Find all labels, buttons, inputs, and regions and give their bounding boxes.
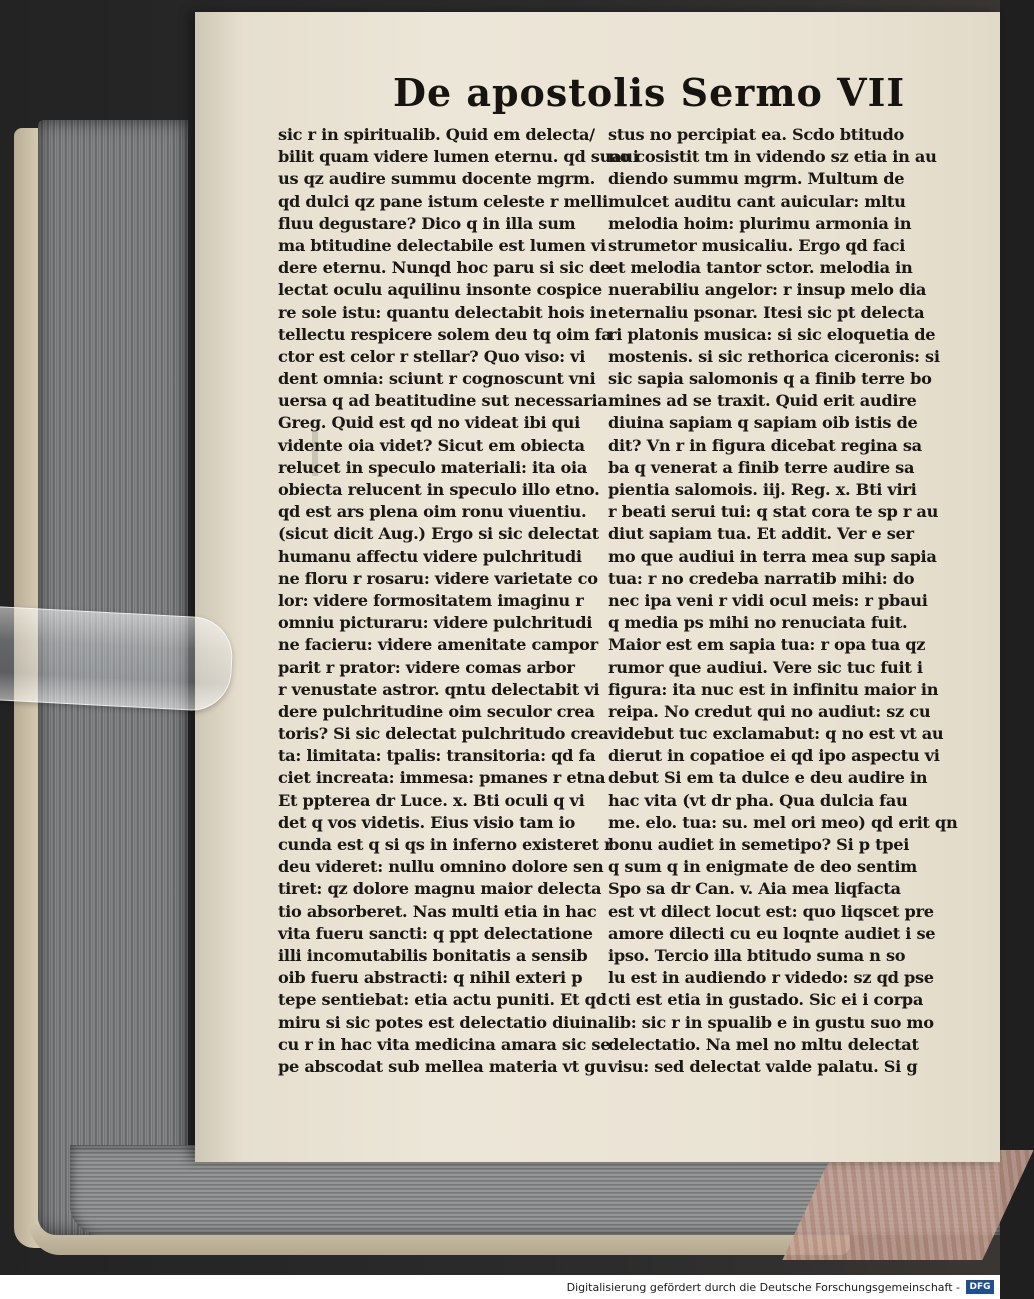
text-line: parit r prator: videre comas arbor: [278, 657, 575, 677]
text-line: Et ppterea dr Luce. x. Bti oculi q vi: [278, 790, 585, 810]
text-line: oib fueru abstracti: q nihil exteri p: [278, 968, 583, 988]
text-line: lu est in audiendo r videdo: sz qd pse: [608, 968, 934, 988]
text-line: delectatio. Na mel no mltu delectat: [608, 1034, 919, 1054]
text-line: relucet in speculo materiali: ita oia: [278, 457, 588, 477]
text-line: dierut in copatioe ei qd ipo aspectu vi: [608, 746, 940, 766]
footer-bar: [0, 1275, 1000, 1299]
text-line: cti est etia in gustado. Sic ei i corpa: [608, 990, 924, 1010]
text-line: illi incomutabilis bonitatis a sensib: [278, 945, 588, 965]
text-line: humanu affectu videre pulchritudi: [278, 546, 582, 566]
text-line: mostenis. si sic rethorica ciceronis: si: [608, 346, 940, 366]
text-column-right: [608, 124, 958, 1078]
text-line: r venustate astror. qntu delectabit vi: [278, 679, 600, 699]
text-line: nec ipa veni r vidi ocul meis: r pbaui: [608, 590, 928, 610]
text-line: tepe sentiebat: etia actu puniti. Et qd: [278, 990, 607, 1010]
text-line: videbut tuc exclamabut: q no est vt au: [608, 724, 944, 744]
text-line: pe abscodat sub mellea materia vt gu: [278, 1056, 607, 1076]
text-line: sic r in spiritualib. Quid em delecta/: [278, 125, 595, 144]
text-line: dit? Vn r in figura dicebat regina sa: [608, 435, 922, 455]
text-line: bilit quam videre lumen eternu. qd suaui: [278, 147, 639, 167]
text-line: pientia salomois. iij. Reg. x. Bti viri: [608, 480, 917, 499]
text-line: melodia hoim: plurimu armonia in: [608, 213, 912, 233]
text-line: vita fueru sancti: q ppt delectatione: [278, 923, 593, 943]
page-holder-tool: [0, 605, 234, 712]
dfg-logo: DFG: [966, 1280, 994, 1294]
text-line: nuerabiliu angelor: r insup melo dia: [608, 280, 927, 300]
text-line: qd dulci qz pane istum celeste r melli: [278, 191, 608, 211]
text-line: ne floru r rosaru: videre varietate co: [278, 568, 598, 588]
text-line: Maior est em sapia tua: r opa tua qz: [608, 635, 926, 655]
text-line: mo que audiui in terra mea sup sapia: [608, 546, 937, 566]
text-line: diuina sapiam q sapiam oib istis de: [608, 413, 918, 433]
text-line: tellectu respicere solem deu tq oim fa: [278, 324, 612, 344]
text-column-left: [278, 124, 639, 1078]
text-line: ne facieru: videre amenitate campor: [278, 635, 598, 655]
text-line: no cosistit tm in videndo sz etia in au: [608, 147, 937, 167]
text-line: qd est ars plena oim ronu viuentiu.: [278, 502, 587, 522]
text-line: me. elo. tua: su. mel ori meo) qd erit qn: [608, 812, 958, 832]
text-line: tio absorberet. Nas multi etia in hac: [278, 901, 597, 921]
text-line: fluu degustare? Dico q in illa sum: [278, 213, 576, 233]
text-line: vidente oia videt? Sicut em obiecta: [278, 435, 585, 455]
text-line: sic sapia salomonis q a finib terre bo: [608, 369, 932, 389]
text-line: debut Si em ta dulce e deu audire in: [608, 768, 928, 788]
text-line: Spo sa dr Can. v. Aia mea liqfacta: [608, 879, 901, 899]
text-line: obiecta relucent in speculo illo etno.: [278, 480, 600, 499]
text-line: dere pulchritudine oim seculor crea: [278, 701, 595, 721]
text-line: dent omnia: sciunt r cognoscunt vni: [278, 369, 596, 389]
text-line: mulcet auditu cant auicular: mltu: [608, 191, 906, 211]
text-line: strumetor musicaliu. Ergo qd faci: [608, 235, 906, 255]
text-line: re sole istu: quantu delectabit hois in: [278, 302, 607, 322]
text-line: miru si sic potes est delectatio diuina: [278, 1012, 608, 1032]
text-line: deu videret: nullu omnino dolore sen: [278, 857, 604, 877]
text-line: ri platonis musica: si sic eloquetia de: [608, 324, 936, 344]
text-line: (sicut dicit Aug.) Ergo si sic delectat: [278, 524, 599, 544]
text-line: diendo summu mgrm. Multum de: [608, 169, 905, 189]
text-line: et melodia tantor sctor. melodia in: [608, 258, 913, 278]
text-line: est vt dilect locut est: quo liqscet pre: [608, 901, 934, 921]
text-line: eternaliu psonar. Itesi sic pt delecta: [608, 302, 925, 322]
text-line: dere eternu. Nunqd hoc paru si sic de: [278, 258, 611, 278]
text-line: uersa q ad beatitudine sut necessaria: [278, 391, 608, 411]
running-header: De apostolis Sermo VII: [393, 70, 906, 115]
text-line: tua: r no credeba narratib mihi: do: [608, 568, 915, 588]
text-line: ma btitudine delectabile est lumen vi: [278, 235, 606, 255]
text-line: lor: videre formositatem imaginu r: [278, 590, 584, 610]
text-line: diut sapiam tua. Et addit. Ver e ser: [608, 524, 914, 544]
text-line: Greg. Quid est qd no videat ibi qui: [278, 413, 580, 433]
text-line: ciet increata: immesa: pmanes r etna: [278, 768, 606, 788]
text-line: ba q venerat a finib terre audire sa: [608, 457, 915, 477]
text-line: us qz audire summu docente mgrm.: [278, 169, 595, 189]
text-line: lectat oculu aquilinu insonte cospice: [278, 280, 602, 300]
text-line: tiret: qz dolore magnu maior delecta: [278, 879, 602, 899]
text-line: ta: limitata: tpalis: transitoria: qd fa: [278, 746, 596, 766]
text-line: lib: sic r in spualib e in gustu suo mo: [608, 1012, 934, 1032]
text-line: ipso. Tercio illa btitudo suma n so: [608, 945, 906, 965]
text-line: figura: ita nuc est in infinitu maior in: [608, 679, 939, 699]
text-line: rumor que audiui. Vere sic tuc fuit i: [608, 657, 923, 677]
text-line: det q vos videtis. Eius visio tam io: [278, 812, 575, 832]
text-line: toris? Si sic delectat pulchritudo crea: [278, 724, 609, 744]
text-line: ctor est celor r stellar? Quo viso: vi: [278, 346, 586, 366]
text-line: omniu picturaru: videre pulchritudi: [278, 613, 593, 633]
funding-credit: Digitalisierung gefördert durch die Deutsche Forschungsgemeinschaft -: [566, 1281, 960, 1294]
text-line: cu r in hac vita medicina amara sic se: [278, 1034, 611, 1054]
text-line: cunda est q si qs in inferno existeret r: [278, 835, 613, 854]
text-line: bonu audiet in semetipo? Si p tpei: [608, 835, 910, 854]
text-line: stus no percipiat ea. Scdo btitudo: [608, 125, 904, 144]
text-line: mines ad se traxit. Quid erit audire: [608, 391, 917, 411]
text-line: q sum q in enigmate de deo sentim: [608, 857, 918, 877]
text-line: r beati serui tui: q stat cora te sp r au: [608, 502, 939, 522]
text-line: hac vita (vt dr pha. Qua dulcia fau: [608, 790, 908, 810]
text-line: amore dilecti cu eu loqnte audiet i se: [608, 923, 936, 943]
text-line: visu: sed delectat valde palatu. Si g: [608, 1056, 918, 1076]
text-line: reipa. No credut qui no audiut: sz cu: [608, 701, 931, 721]
text-line: q media ps mihi no renuciata fuit.: [608, 613, 908, 633]
